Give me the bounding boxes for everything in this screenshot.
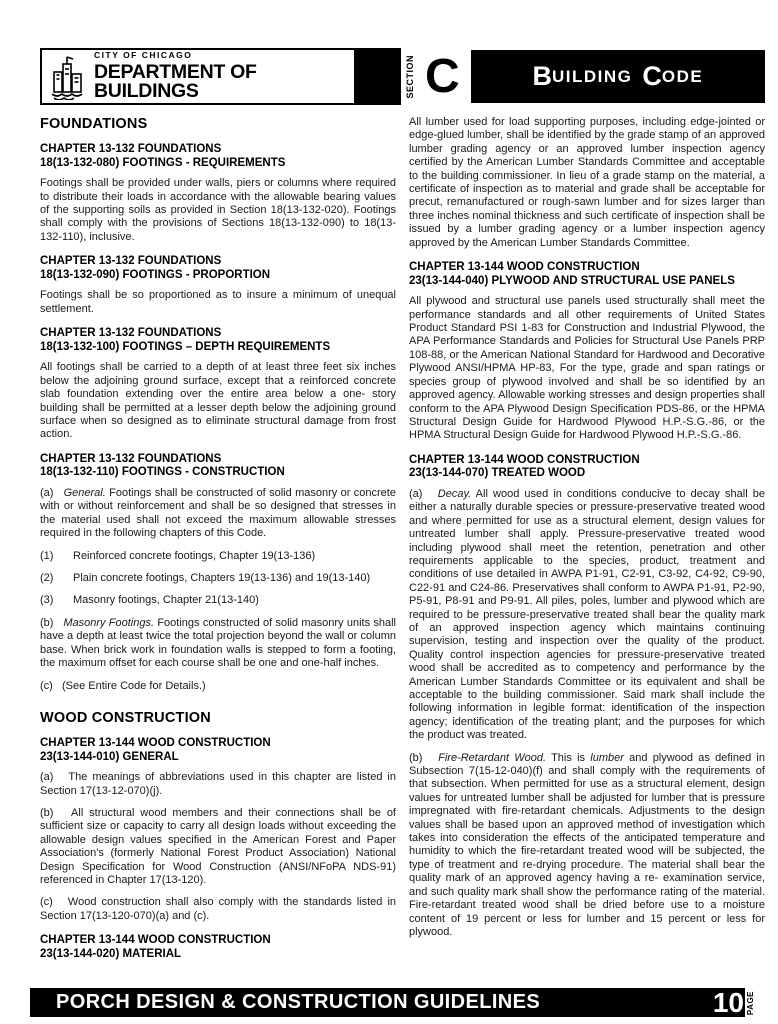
list-item [40, 550, 396, 563]
body-paragraph: (c) Wood construction shall also comply with the standards listed in Section 17(13-120-070)(a) and (c). [40, 896, 396, 922]
chapter-line: 18(13-132-110) FOOTINGS - CONSTRUCTION [40, 466, 285, 479]
footer-title: PORCH DESIGN & CONSTRUCTION GUIDELINES [56, 991, 541, 1013]
chapter-line: 23(13-144-010) GENERAL [40, 750, 179, 763]
body-paragraph: (c) (See Entire Code for Details.) [40, 679, 206, 692]
chapter-heading [40, 143, 396, 170]
list-item-text: Plain concrete footings, Chapters 19(13-136) and 19(13-140) [73, 572, 371, 585]
body-paragraph: (a) Decay. All wood used in conditions conducive to decay shall be either a naturally durable species or pressure-preservative treated wood and where permitted for use as a structural element, design values for untreated lumber shall apply. Pressure-preservative treated wood including plywood shall meet the retention, penetration and other requirements applicable to the species, product, treatment and conditions of use detailed in AWPA P1-91, C2-91, C3-92, C4-92, C9-90, C22-91 and C24-86. Preservatives shall conform to AWPA P1-91, P2-90, P5-91, P8-91 and P9-91. All piles, poles, lumber and plywood which are required to be pressure-preservative treated shall bear the quality mark of an approved inspection agency which maintains continuing supervision, testing and inspection over the quality of the product. Quality control inspection agencies for pressure-preservative treated wood shall be accredited as to competency and performance by the American Lumber Standards Committee or its equivalent and shall be acceptable to the building commissioner. Said mark shall include the following information in legible format: identification of the inspection agency; identification of the treating plant; and the purposes for which the product was treated. [409, 487, 765, 742]
banner-initial-b: B [532, 61, 552, 91]
list-item-text: Reinforced concrete footings, Chapter 19(13-136) [73, 549, 316, 562]
body-paragraph: (a) General. Footings shall be constructed of solid masonry or concrete with or without reinforcement and shall be so designed that stresses in the material used shall not exceed the maximum allowable stresses required in the following chapters of this Code. [40, 487, 396, 540]
chapter-line: CHAPTER 13-144 WOOD CONSTRUCTION [409, 453, 640, 466]
body-paragraph: Footings shall be provided under walls, piers or columns where required to distribute their loads in accordance with the allowable bearing values of the supporting soils as provided in Section 18(13-132-020). Footings shall comply with the provisions of Sections 18(13-132-090) to 18(13-132-110), inclusive. [40, 177, 396, 243]
chapter-line: CHAPTER 13-132 FOUNDATIONS [40, 452, 222, 465]
logo-text [94, 51, 354, 102]
city-of-chicago-logo [40, 48, 401, 105]
chapter-heading [40, 255, 396, 282]
banner-word-code: ODE [661, 67, 704, 86]
section-heading-foundations: FOUNDATIONS [40, 116, 148, 132]
section-heading-wood-construction: WOOD CONSTRUCTION [40, 709, 211, 726]
body-paragraph: (b) Fire-Retardant Wood. This is lumber and plywood as defined in Subsection 7(15-12-040)(f) and shall comply with the requirements of that subsection. When permitted for use as a structural element, design values for untreated lumber shall be adjusted for lumber that is pressure impregnated with fire-retardant chemicals. Adjustments to the design values shall be based upon an approved method of investigation which takes into consideration the effects of the anticipated temperature and humidity to which the fire-retardant treated wood will be subjected, the type of treatment and re-drying procedure. The material shall bear the quality mark of an approved agency having a re- examination service, and such quality mark shall show the performance rating of the material. Fire-retardant treated wood shall be dried before use to a moisture content of 19 percent or less for lumber and 15 percent or less for plywood. [409, 751, 765, 938]
body-paragraph: (a) The meanings of abbreviations used in this chapter are listed in Section 17(13-12-070)(j). [40, 771, 396, 797]
document-body [40, 116, 765, 968]
body-paragraph: (b) All structural wood members and their connections shall be of sufficient size or capacity to carry all design loads without exceeding the allowable design values specified in the American Forest and Paper Association's (formerly National Forest Product Association) National Design Specification for Wood Construction (ANSI/NFoPA NDS-91) referenced in Chapter 17(13-120). [40, 806, 396, 886]
list-item [40, 594, 396, 607]
list-item-number: (3) [40, 594, 54, 607]
chapter-line: CHAPTER 13-132 FOUNDATIONS [40, 255, 222, 268]
banner-initial-c: C [642, 61, 662, 91]
building-code-banner [471, 50, 765, 103]
chapter-line: 23(13-144-070) TREATED WOOD [409, 467, 586, 480]
page-label: PAGE [746, 990, 755, 1015]
list-item-text: Masonry footings, Chapter 21(13-140) [73, 594, 259, 607]
chapter-line: 18(13-132-080) FOOTINGS - REQUIREMENTS [40, 156, 286, 169]
list-item [40, 572, 396, 585]
city-skyline-icon [48, 54, 90, 100]
chapter-heading [40, 934, 396, 961]
chapter-line: CHAPTER 13-144 WOOD CONSTRUCTION [409, 261, 640, 274]
chapter-line: 18(13-132-090) FOOTINGS - PROPORTION [40, 268, 271, 281]
page-footer [30, 988, 755, 1017]
footer-title-bar [30, 988, 745, 1017]
right-column [409, 116, 765, 968]
body-paragraph: All lumber used for load supporting purposes, including edge-jointed or edge-glued lumber, shall be identified by the grade stamp of an approved lumber grading agency or an approved lumber inspection agency certified by the American Lumber Standards Committee and acceptable to the building commissioner. In lieu of a grade stamp on the material, a certificate of inspection as to material and grade shall be acceptable for precut, remanufactured or rough-sawn lumber and for sizes larger than three inches nominal thickness and such certificate of inspection shall be issued by a lumber grading agency or a lumber inspection agency approved by the American Lumber Standards Committee. [409, 116, 765, 249]
page-number: 10 [712, 986, 744, 1018]
logo-black-block [354, 50, 399, 103]
body-paragraph: Footings shall be so proportioned as to insure a minimum of unequal settlement. [40, 289, 396, 315]
chapter-heading [40, 737, 396, 764]
chapter-line: 23(13-144-020) MATERIAL [40, 947, 182, 960]
list-item-number: (1) [40, 549, 54, 562]
left-column [40, 116, 396, 968]
section-letter: C [425, 50, 460, 103]
chapter-heading [40, 453, 396, 480]
chapter-line: 23(13-144-040) PLYWOOD AND STRUCTURAL USE PANELS [409, 274, 735, 287]
chapter-line: CHAPTER 13-144 WOOD CONSTRUCTION [40, 736, 271, 749]
page-header [40, 48, 765, 105]
section-label: SECTION [404, 54, 415, 99]
body-paragraph: (b) Masonry Footings. Footings constructed of solid masonry units shall have a depth at least twice the total projection beyond the wall or column base. When brick work in foundation walls is stepped to form a footing, the maximum offset for each course shall be one and one-half inches. [40, 616, 396, 670]
section-label-container [401, 48, 418, 105]
chapter-heading [40, 327, 396, 354]
list-item-number: (2) [40, 572, 54, 585]
chapter-heading [409, 261, 765, 288]
chapter-line: CHAPTER 13-132 FOUNDATIONS [40, 143, 222, 155]
logo-city-label: CITY OF CHICAGO [94, 50, 193, 61]
body-paragraph: All plywood and structural use panels used structurally shall meet the performance standards and all other requirements of United States Product Standard PSI 1-83 for Construction and Industrial Plywood, the APA Performance Standards and Policies for Structural Use Panels PRP 108-88, or the American National Standard for Hardwood and Decorative Plywood ANSI/HPMA HP-83, For the type, grade and span ratings or species group of plywood involved and shall be so identified by an approved agency. Allowable working stresses and design properties shall conform to the APA Plywood Design Specification PDS-86, or the HPMA Structural Design Guide for Hardwood Plywood H.P.-S.G.-86, or the HPMA Structural Design Guide for Hardwood Plywood H.P.-S.G.-86. [409, 295, 765, 442]
chapter-line: CHAPTER 13-132 FOUNDATIONS [40, 327, 222, 340]
chapter-heading [409, 454, 765, 481]
logo-department-label: DEPARTMENT OF BUILDINGS [94, 60, 257, 103]
chapter-line: 18(13-132-100) FOOTINGS – DEPTH REQUIREMENTS [40, 340, 331, 353]
chapter-line: CHAPTER 13-144 WOOD CONSTRUCTION [40, 934, 271, 947]
banner-word-building: UILDING [551, 67, 633, 86]
body-paragraph: All footings shall be carried to a depth of at least three feet six inches below the adjoining ground surface, except that a reinforced concrete slab foundation extending over the entire area below a one- story building shall be permitted at a lesser depth below the adjoining ground surface when so designed as to eliminate structural damage from frost action. [40, 361, 396, 441]
